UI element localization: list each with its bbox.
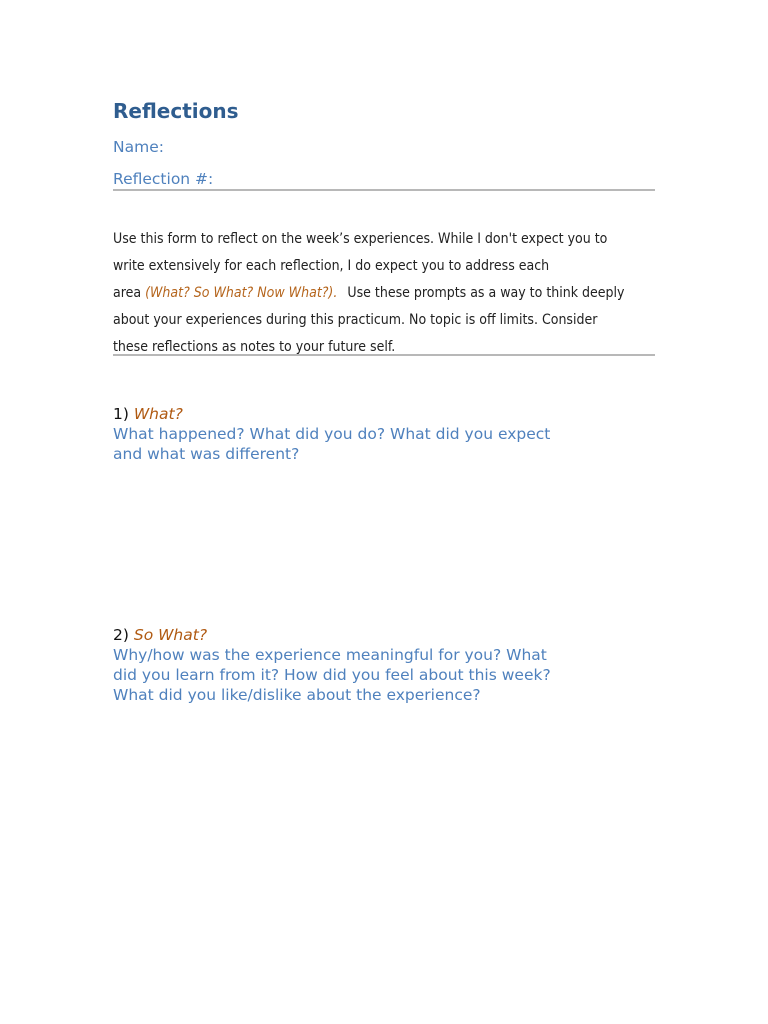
instructions-paragraph <box>113 226 658 361</box>
section-heading <box>113 404 673 424</box>
section-question: What happened? What did you do? What did you expect <box>113 425 551 443</box>
section-so-what <box>113 625 673 705</box>
section-question: Why/how was the experience meaningful for you? What <box>113 646 547 664</box>
section-number: 2) <box>113 626 129 644</box>
reflection-number-label: Reflection #: <box>113 170 214 188</box>
intro-line: Use these prompts as a way to think deeply <box>343 285 625 301</box>
intro-line: these reflections as notes to your future self. <box>113 339 396 355</box>
section-question: What did you like/dislike about the experience? <box>113 686 481 704</box>
page-title: Reflections <box>113 99 239 123</box>
section-number: 1) <box>113 405 129 423</box>
prompts-highlight: (What? So What? Now What?). <box>145 285 338 301</box>
header-divider <box>113 189 655 191</box>
section-what <box>113 404 673 464</box>
section-label: What? <box>133 405 183 423</box>
intro-line: area <box>113 285 146 301</box>
intro-line: about your experiences during this practicum. No topic is off limits. Consider <box>113 312 598 328</box>
section-question: and what was different? <box>113 445 300 463</box>
section-label: So What? <box>133 626 208 644</box>
instructions-divider <box>113 354 655 356</box>
section-heading <box>113 625 673 645</box>
name-field-label: Name: <box>113 138 164 156</box>
section-question: did you learn from it? How did you feel about this week? <box>113 666 551 684</box>
intro-line: write extensively for each reflection, I do expect you to address each <box>113 258 550 274</box>
intro-line: Use this form to reflect on the week’s experiences. While I don't expect you to <box>113 231 608 247</box>
